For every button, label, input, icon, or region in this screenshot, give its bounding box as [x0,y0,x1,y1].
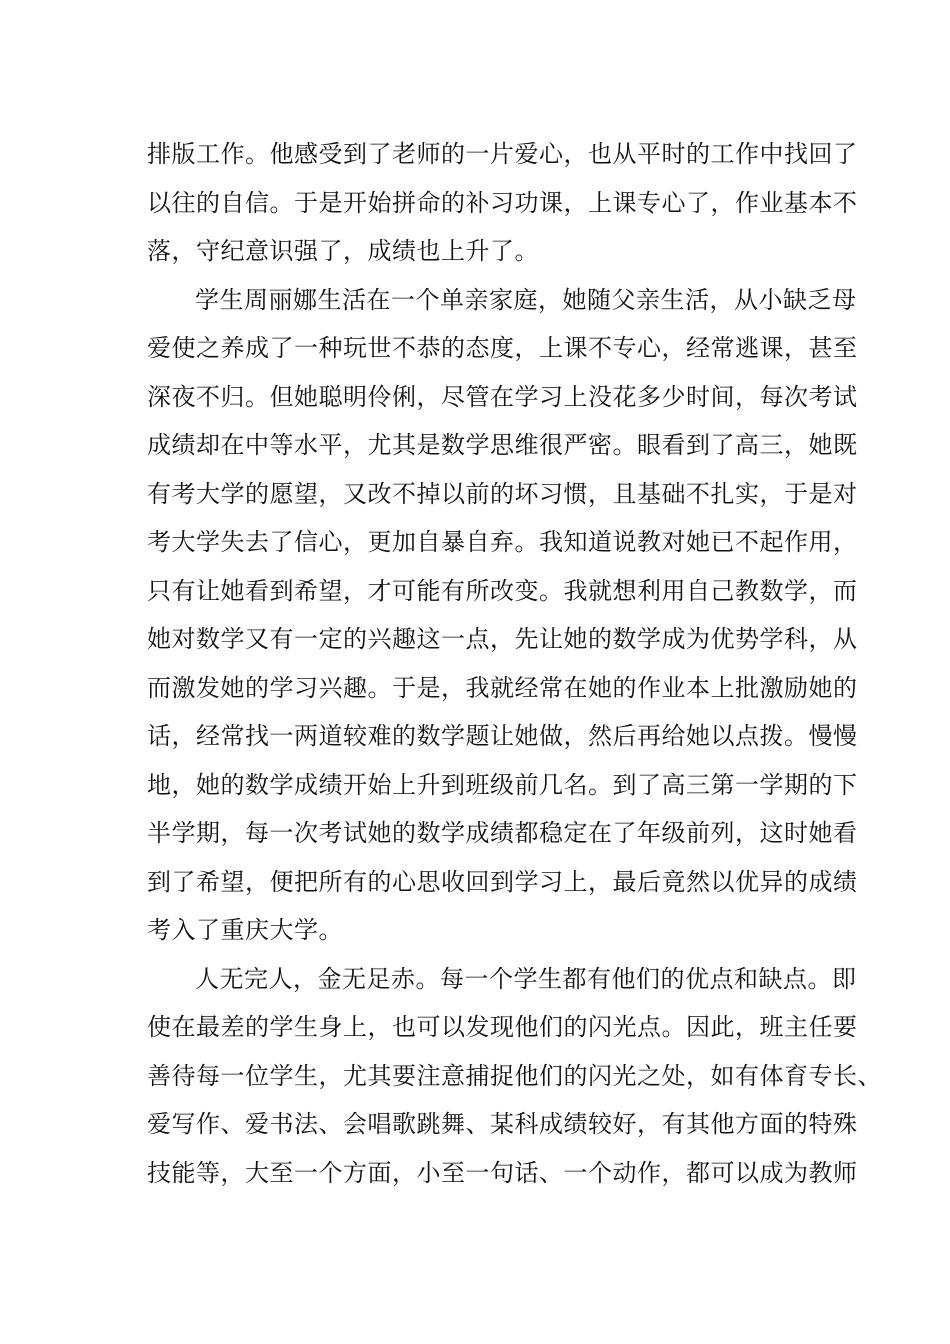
body-text [147,130,882,1197]
text-line: 而激发她的学习兴趣。于是，我就经常在她的作业本上批激励她的 [147,673,858,702]
text-line: 话，经常找一两道较难的数学题让她做，然后再给她以点拨。慢慢 [147,722,858,750]
text-line: 使在最差的学生身上，也可以发现他们的闪光点。因此，班主任要 [147,1013,858,1041]
text-line: 技能等，大至一个方面，小至一句话、一个动作，都可以成为教师 [147,1158,858,1187]
text-line: 落，守纪意识强了，成绩也上升了。 [147,237,539,265]
text-line: 有考大学的愿望，又改不掉以前的坏习惯，且基础不扎实，于是对 [147,479,858,508]
text-line: 考入了重庆大学。 [147,916,343,944]
text-line: 只有让她看到希望，才可能有所改变。我就想利用自己教数学，而 [147,576,858,605]
text-line: 学生周丽娜生活在一个单亲家庭，她随父亲生活，从小缺乏母 [195,285,857,314]
text-line: 善待每一位学生，尤其要注意捕捉他们的闪光之处，如有体育专长、 [147,1061,882,1090]
paragraph [147,276,858,955]
text-line: 爱写作、爱书法、会唱歌跳舞、某科成绩较好，有其他方面的特殊 [147,1110,858,1138]
text-line: 深夜不归。但她聪明伶俐，尽管在学习上没花多少时间，每次考试 [147,382,858,411]
text-line: 成绩却在中等水平，尤其是数学思维很严密。眼看到了高三，她既 [147,431,858,459]
paragraph [147,130,858,276]
text-line: 考大学失去了信心，更加自暴自弃。我知道说教对她已不起作用， [147,528,858,556]
text-line: 半学期，每一次考试她的数学成绩都稳定在了年级前列，这时她看 [147,819,858,847]
paragraph [147,955,882,1198]
text-line: 以往的自信。于是开始拼命的补习功课，上课专心了，作业基本不 [147,188,858,217]
text-line: 到了希望，便把所有的心思收回到学习上，最后竟然以优异的成绩 [147,867,858,896]
text-line: 爱使之养成了一种玩世不恭的态度，上课不专心，经常逃课，甚至 [147,334,858,362]
text-line: 人无完人，金无足赤。每一个学生都有他们的优点和缺点。即 [195,964,857,993]
text-line: 她对数学又有一定的兴趣这一点，先让她的数学成为优势学科，从 [147,625,858,653]
text-line: 地，她的数学成绩开始上升到班级前几名。到了高三第一学期的下 [147,770,858,799]
text-line: 排版工作。他感受到了老师的一片爱心，也从平时的工作中找回了 [147,140,858,168]
